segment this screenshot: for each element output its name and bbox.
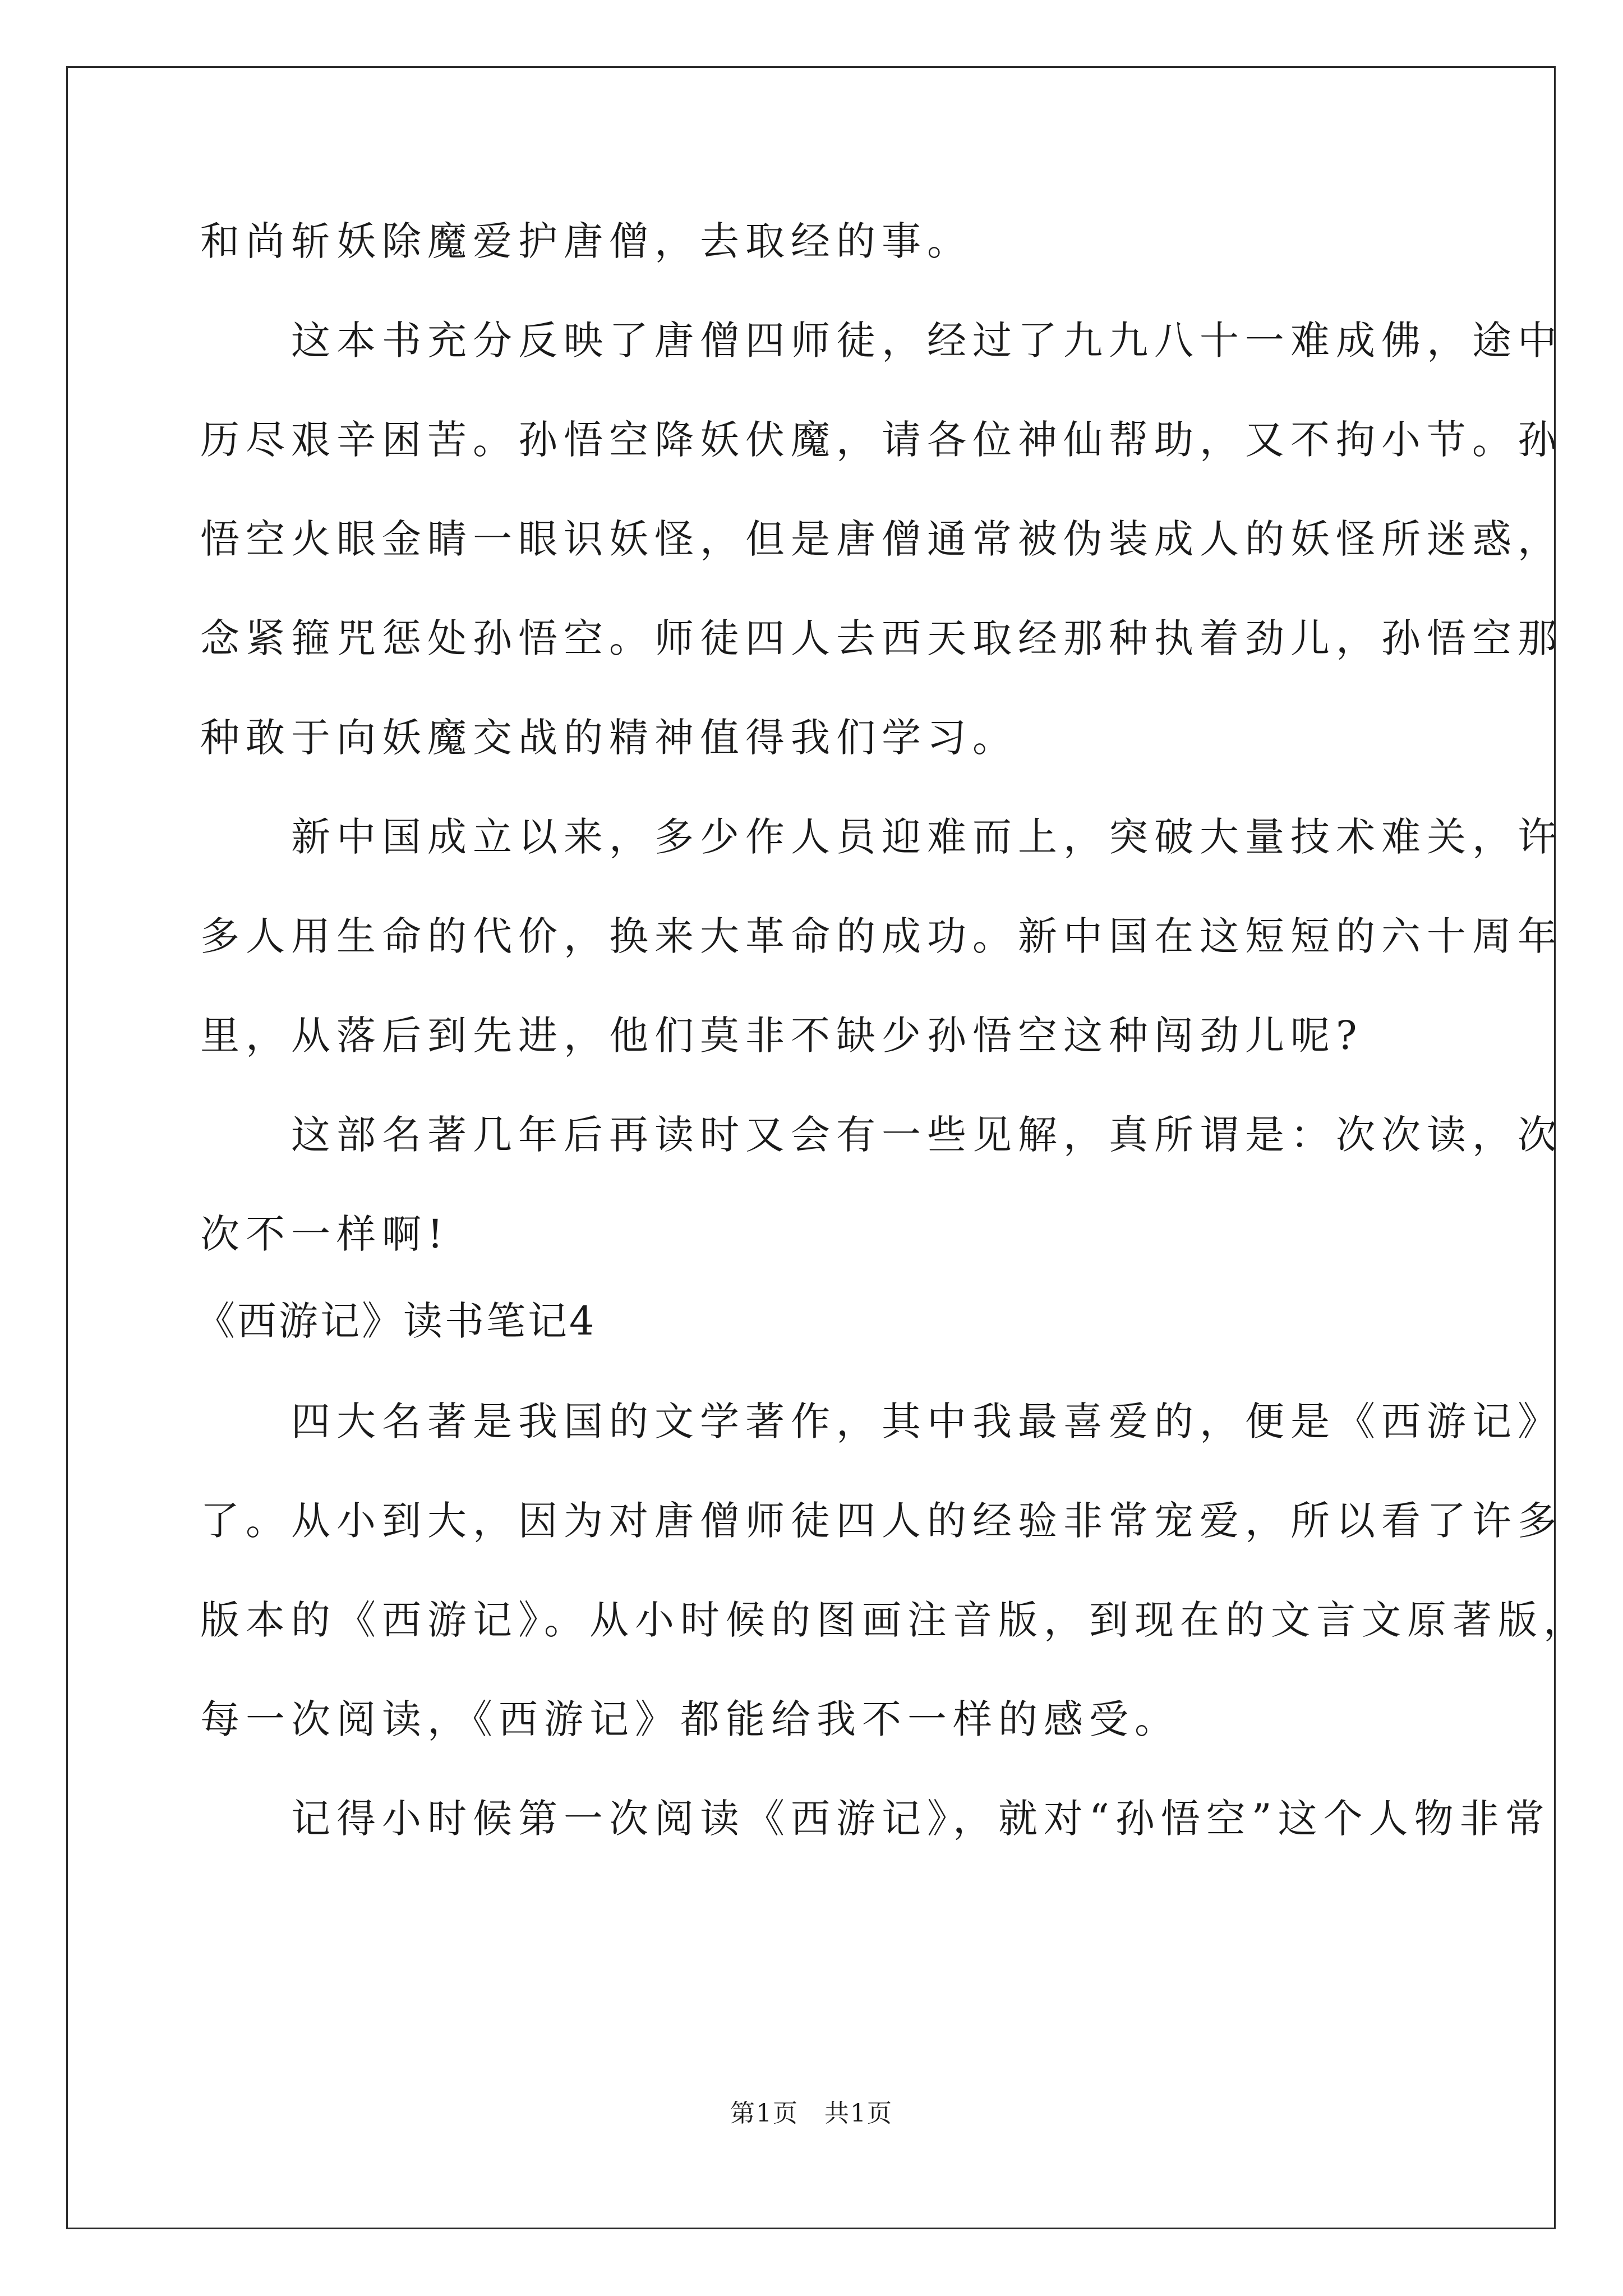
text-line: 每一次阅读，《西游记》都能给我不一样的感受。 [200, 1696, 1180, 1742]
paragraph-first-line: 这部名著几年后再读时又会有一些见解，真所谓是：次次读，次 [200, 1112, 1563, 1158]
paragraph-first-line: 记得小时候第一次阅读《西游记》，就对“孙悟空”这个人物非常 [200, 1796, 1551, 1842]
text-line: 种敢于向妖魔交战的精神值得我们学习。 [200, 715, 1018, 761]
text-line: 里，从落后到先进，他们莫非不缺少孙悟空这种闯劲儿呢? [200, 1013, 1363, 1059]
text-line: 和尚斩妖除魔爱护唐僧，去取经的事。 [200, 218, 972, 264]
text-line: 多人用生命的代价，换来大革命的成功。新中国在这短短的六十周年 [200, 913, 1563, 959]
text-line: 了。从小到大，因为对唐僧师徒四人的经验非常宠爱，所以看了许多 [200, 1498, 1563, 1544]
page-footer: 第1页 共1页 [730, 2099, 893, 2128]
section-heading: 《西游记》读书笔记4 [196, 1298, 597, 1344]
text-line: 念紧箍咒惩处孙悟空。师徒四人去西天取经那种执着劲儿，孙悟空那 [200, 615, 1563, 661]
document-body [196, 213, 1589, 1847]
text-line: 次不一样啊! [200, 1211, 450, 1257]
text-line: 版本的《西游记》。从小时候的图画注音版，到现在的文言文原著版， [200, 1597, 1589, 1643]
text-line: 悟空火眼金睛一眼识妖怪，但是唐僧通常被伪装成人的妖怪所迷惑， [200, 516, 1563, 562]
paragraph-first-line: 四大名著是我国的文学著作，其中我最喜爱的，便是《西游记》 [200, 1398, 1563, 1444]
paragraph-first-line: 新中国成立以来，多少作人员迎难而上，突破大量技术难关，许 [200, 814, 1563, 860]
paragraph-first-line: 这本书充分反映了唐僧四师徒，经过了九九八十一难成佛，途中 [200, 318, 1563, 364]
text-line: 历尽艰辛困苦。孙悟空降妖伏魔，请各位神仙帮助，又不拘小节。孙 [200, 417, 1563, 463]
